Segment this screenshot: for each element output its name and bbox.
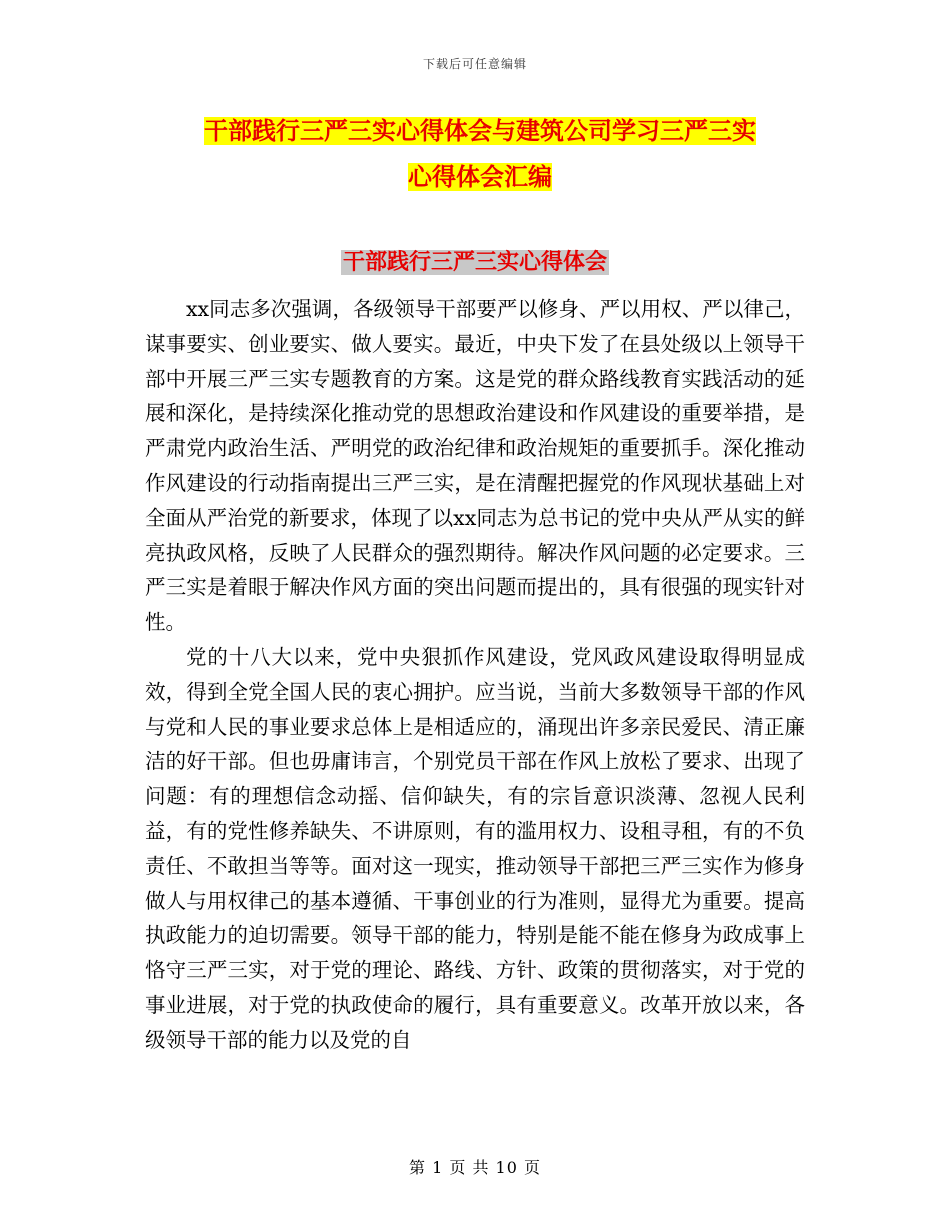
document-title (130, 108, 830, 200)
paragraph: xx同志多次强调，各级领导干部要严以修身、严以用权、严以律己，谋事要实、创业要实、做人要实。最近，中央下发了在县处级以上领导干部中开展三严三实专题教育的方案。这是党的群众路线教育实践活动的延展和深化，是持续深化推动党的思想政治建设和作风建设的重要举措，是严肃党内政治生活、严明党的政治纪律和政治规矩的重要抓手。深化推动作风建设的行动指南提出三严三实，是在清醒把握党的作风现状基础上对全面从严治党的新要求，体现了以xx同志为总书记的党中央从严从实的鲜亮执政风格，反映了人民群众的强烈期待。解决作风问题的必定要求。三严三实是着眼于解决作风方面的突出问题而提出的，具有很强的现实针对性。 (145, 297, 805, 635)
body-text (145, 292, 805, 1058)
paragraph: 党的十八大以来，党中央狠抓作风建设，党风政风建设取得明显成效，得到全党全国人民的衷心拥护。应当说，当前大多数领导干部的作风与党和人民的事业要求总体上是相适应的，涌现出许多亲民爱民、清正廉洁的好干部。但也毋庸讳言，个别党员干部在作风上放松了要求、出现了问题：有的理想信念动摇、信仰缺失，有的宗旨意识淡薄、忽视人民利益，有的党性修养缺失、不讲原则，有的滥用权力、设租寻租，有的不负责任、不敢担当等等。面对这一现实，推动领导干部把三严三实作为修身做人与用权律己的基本遵循、干事创业的行为准则，显得尤为重要。提高执政能力的迫切需要。领导干部的能力，特别是能不能在修身为政成事上恪守三严三实，对于党的理论、路线、方针、政策的贯彻落实，对于党的事业进展，对于党的执政使命的履行，具有重要意义。改革开放以来，各级领导干部的能力以及党的自 (145, 644, 805, 1052)
section-title-text: 干部践行三严三实心得体会 (342, 250, 607, 275)
page-footer: 第 1 页 共 10 页 (409, 1158, 541, 1177)
header-note: 下载后可任意编辑 (422, 57, 527, 71)
title-line-2: 心得体会汇编 (408, 163, 552, 191)
section-title (0, 246, 950, 280)
title-line-1: 干部践行三严三实心得体会与建筑公司学习三严三实 (204, 117, 756, 145)
